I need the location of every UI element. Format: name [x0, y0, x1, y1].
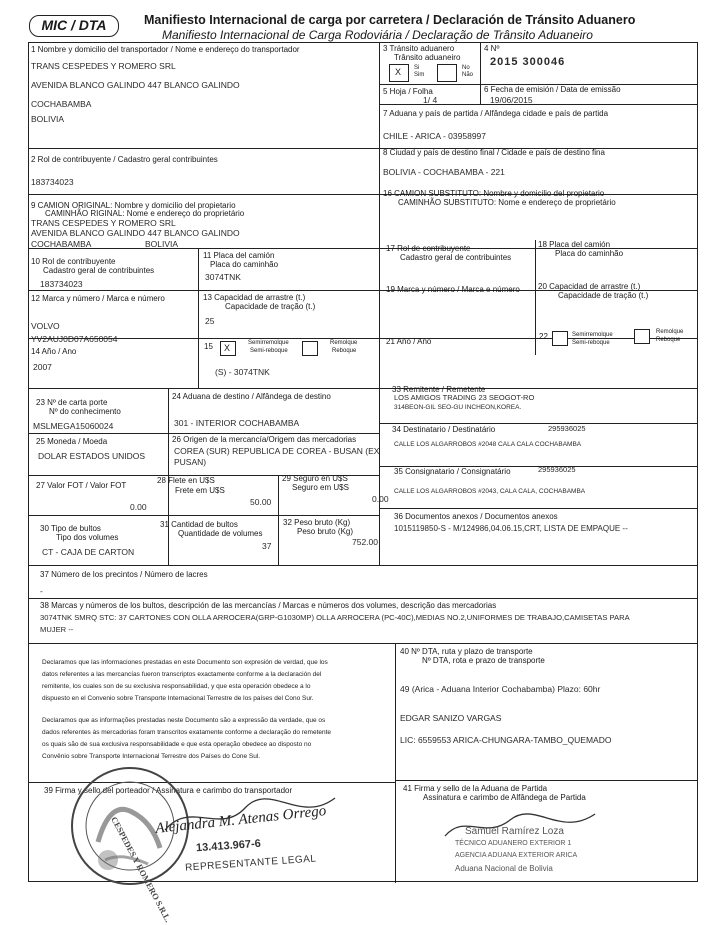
declaration-es-2: datos referentes a las mercancías fueron transcriptos exactamente conforme a la declaración del	[42, 671, 322, 678]
field-9-label: 9 CAMION ORIGINAL: Nombre y domicilio del propietario	[31, 201, 236, 210]
carrier-signature-id: 13.413.967-6	[195, 837, 262, 855]
field-13-label-pt: Capacidade de tração (t.)	[225, 302, 316, 311]
customs-stamp-title: TÉCNICO ADUANERO EXTERIOR 1	[455, 840, 572, 847]
field-15-rem-label: Remolque	[330, 340, 358, 346]
field-32-label-pt: Peso bruto (Kg)	[297, 527, 354, 536]
field-26-label: 26 Origen de la mercancía/Origem das mercadorias	[172, 435, 357, 444]
field-13-value: 25	[205, 316, 215, 326]
customs-stamp-office: Aduana Nacional de Bolivia	[455, 864, 553, 873]
field-38-label: 38 Marcas y números de los bultos, descripción de las mercancías / Marcas e números dos volumes, descrição das mercadorias	[40, 601, 497, 610]
field-4-label: 4 Nº	[484, 44, 500, 53]
field-28-label-pt: Frete em U$S	[175, 486, 225, 495]
field-3-label-pt: Trânsito aduaneiro	[394, 53, 461, 62]
field-35-label: 35 Consignatario / Consignatário	[394, 467, 511, 476]
field-39-label: 39 Firma y sello del porteador / Assinatura e carimbo do transportador	[44, 786, 293, 795]
field-12-label: 12 Marca y número / Marca e número	[31, 294, 165, 303]
declaration-pt-2: dados referentes às mercadorias foram transcritos exatamente conforme a declaração do remetente	[42, 729, 332, 736]
field-11-label-pt: Placa do caminhão	[210, 260, 279, 269]
field-33-line-1: LOS AMIGOS TRADING 23 SEOGOT-RO	[394, 393, 535, 402]
field-28-label: 28 Flete en U$S	[157, 476, 215, 485]
declaration-pt-1: Declaramos que as informações prestadas neste Documento são a expressão da verdade, que os	[42, 717, 326, 724]
field-40-label: 40 Nº DTA, ruta y plazo de transporte	[400, 647, 533, 656]
field-23-label-pt: Nº do conhecimento	[49, 407, 121, 416]
field-32-label: 32 Peso bruto (Kg)	[283, 518, 351, 527]
field-9-city: COCHABAMBA	[31, 239, 92, 249]
field-27-label: 27 Valor FOT / Valor FOT	[36, 481, 127, 490]
field-9-label-pt: CAMINHÃO RIGINAL: Nome e endereço do proprietário	[45, 209, 245, 218]
field-3-si-label: Si	[414, 65, 420, 71]
customs-stamp-agency: AGENCIA ADUANA EXTERIOR ARICA	[455, 852, 578, 859]
field-8-label: 8 Ciudad y país de destino final / Cidade e país de destino fina	[383, 148, 605, 157]
field-1-line-4: BOLIVIA	[31, 114, 65, 124]
mic-dta-badge-text: MIC / DTA	[41, 17, 107, 33]
field-41-label: 41 Firma y sello de la Aduana de Partida	[403, 784, 548, 793]
declaration-es-3: remitente, los cuales son de su exclusiva responsabilidad, y que esta operación obedece a lo	[42, 683, 311, 690]
field-15-semi-label: Semirremolque	[248, 340, 289, 346]
field-23-label: 23 Nº de carta porte	[36, 398, 108, 407]
title-es: Manifiesto Internacional de carga por carretera / Declaración de Tránsito Aduanero	[144, 13, 636, 27]
field-34-value: CALLE LOS ALGARROBOS #2048 CALA CALA COCHABAMBA	[394, 441, 582, 448]
field-12-brand: VOLVO	[31, 321, 60, 331]
field-3-nao-label: Não	[462, 72, 474, 78]
field-29-label: 29 Seguro en U$S	[282, 474, 348, 483]
field-19-label: 19 Marca y número / Marca e número	[386, 285, 520, 294]
field-6-label: 6 Fecha de emisión / Data de emissão	[484, 85, 621, 94]
field-3-label: 3 Tránsito aduanero	[383, 44, 455, 53]
field-37-label: 37 Número de los precintos / Número de lacres	[40, 570, 208, 579]
field-22-rem-label-pt: Reboque	[656, 337, 681, 343]
field-26-value-1: COREA (SUR) REPUBLICA DE COREA - BUSAN (EX	[174, 446, 380, 456]
field-15-semi-label-pt: Semi-reboque	[250, 348, 288, 354]
field-2-label: 2 Rol de contribuyente / Cadastro geral contribuintes	[31, 155, 218, 164]
field-30-label: 30 Tipo de bultos	[40, 524, 101, 533]
field-31-label: 31 Cantidad de bultos	[160, 520, 238, 529]
field-3-si-mark: X	[394, 67, 401, 77]
customs-stamp-name: Samuel Ramírez Loza	[465, 826, 564, 837]
field-3-no-label: No	[462, 65, 470, 71]
field-33-line-2: 314BEON-GIL SEO-GU INCHEON,KOREA.	[394, 404, 522, 411]
field-31-label-pt: Quantidade de volumes	[178, 529, 263, 538]
field-1-label: 1 Nombre y domicilio del transportador / Nome e endereço do transportador	[31, 45, 300, 54]
field-35-value: CALLE LOS ALGARROBOS #2043, CALA CALA, COCHABAMBA	[394, 488, 586, 495]
field-18-label: 18 Placa del camión	[538, 240, 611, 249]
field-22-semi-label: Semirremolque	[572, 332, 613, 338]
field-6-value: 19/06/2015	[490, 95, 533, 105]
field-29-label-pt: Seguro em U$S	[292, 483, 349, 492]
field-23-value: MSLMEGA15060024	[33, 421, 114, 431]
field-1-line-3: COCHABAMBA	[31, 99, 92, 109]
field-1-line-1: TRANS CESPEDES Y ROMERO SRL	[31, 61, 176, 71]
field-15-rem-label-pt: Reboque	[332, 348, 357, 354]
field-16-label: 16 CAMION SUBSTITUTO: Nombre y domicilio del propietario	[383, 189, 605, 198]
field-40-line-3: LIC: 6559553 ARICA-CHUNGARA-TAMBO_QUEMADO	[400, 735, 612, 745]
field-22-label: 22	[539, 332, 548, 341]
field-14-value: 2007	[33, 362, 52, 372]
field-30-label-pt: Tipo dos volumes	[56, 533, 119, 542]
field-22-rem-checkbox[interactable]	[634, 329, 650, 344]
carrier-signature-name: Alejandra M. Atenas Orrego	[154, 803, 327, 837]
field-20-label-pt: Capacidade de tração (t.)	[558, 291, 649, 300]
field-36-value: 1015119850-S - M/124986,04.06.15,CRT, LISTA DE EMPAQUE --	[394, 524, 628, 533]
field-16-label-pt: CAMINHÃO SUBSTITUTO: Nome e endereço de proprietário	[398, 198, 616, 207]
field-29-value: 0.00	[372, 494, 389, 504]
field-41-label-pt: Assinatura e carimbo de Alfândega de Partida	[423, 793, 586, 802]
field-32-value: 752.00	[352, 537, 378, 547]
field-22-semi-checkbox[interactable]	[552, 331, 568, 346]
field-14-label: 14 Año / Ano	[31, 347, 77, 356]
field-7-label: 7 Aduana y país de partida / Alfândega cidade e país de partida	[383, 109, 609, 118]
field-17-label-pt: Cadastro geral de contribuintes	[400, 253, 512, 262]
field-3-no-checkbox[interactable]	[437, 64, 457, 82]
field-9-line-1: TRANS CESPEDES Y ROMERO SRL	[31, 218, 176, 228]
field-34-label: 34 Destinatario / Destinatário	[392, 425, 496, 434]
field-5-value: 1/ 4	[423, 95, 438, 105]
field-30-value: CT - CAJA DE CARTON	[42, 547, 135, 557]
field-40-line-2: EDGAR SANIZO VARGAS	[400, 713, 502, 723]
field-38-line-1: 3074TNK SMRQ STC: 37 CARTONES CON OLLA ARROCERA(GRP-G1030MP) OLLA ARROCERA (PC-40C),MEDIAS NO.2,UNIFORMES DE TRABAJO,CAMISETAS PARA	[40, 613, 630, 622]
field-20-label: 20 Capacidad de arrastre (t.)	[538, 282, 641, 291]
field-10-label: 10 Rol de contribuyente	[31, 257, 116, 266]
field-13-label: 13 Capacidad de arrastre (t.)	[203, 293, 306, 302]
field-15-label: 15	[204, 342, 213, 351]
field-27-value: 0.00	[130, 502, 147, 512]
field-24-label: 24 Aduana de destino / Alfândega de destino	[172, 392, 331, 401]
field-15-semi-mark: X	[223, 343, 230, 353]
field-33-label: 33 Remitente / Remetente	[392, 385, 486, 394]
field-11-value: 3074TNK	[205, 272, 241, 282]
field-4-value: 2015 300046	[490, 56, 566, 68]
carrier-signature-role: REPRESENTANTE LEGAL	[184, 853, 317, 874]
carrier-stamp-text: CESPEDES Y ROMERO S.R.L.	[109, 815, 174, 924]
field-18-label-pt: Placa do caminhão	[555, 249, 624, 258]
field-40-label-pt: Nº DTA, rota e prazo de transporte	[422, 656, 545, 665]
field-17-label: 17 Rol de contribuyente	[386, 244, 471, 253]
field-2-value: 183734023	[31, 177, 74, 187]
field-25-value: DOLAR ESTADOS UNIDOS	[38, 451, 146, 461]
field-1-line-2: AVENIDA BLANCO GALINDO 447 BLANCO GALINDO	[31, 80, 240, 90]
title-pt: Manifiesto Internacional de Carga Rodoviária / Declaração de Trânsito Aduaneiro	[162, 28, 593, 42]
field-31-value: 37	[262, 541, 272, 551]
field-36-label: 36 Documentos anexos / Documentos anexos	[394, 512, 558, 521]
field-24-value: 301 - INTERIOR COCHABAMBA	[174, 418, 300, 428]
field-34-id: 295936025	[548, 424, 586, 433]
field-26-value-2: PUSAN)	[174, 457, 207, 467]
field-10-value: 183734023	[40, 279, 83, 289]
declaration-pt-4: Convênio sobre Transporte Internacional Terrestre dos Países do Cone Sul.	[42, 753, 261, 760]
field-3-sim-label: Sim	[414, 72, 425, 78]
declaration-es-1: Declaramos que las informaciones prestadas en este Documento son expresión de verdad, que los	[42, 659, 328, 666]
field-11-label: 11 Placa del camión	[203, 251, 275, 260]
field-9-country: BOLIVIA	[145, 239, 179, 249]
declaration-pt-3: os quais são de sua exclusiva responsabilidade e que esta operação obedece ao disposto no	[42, 741, 312, 748]
field-15-value: (S) - 3074TNK	[215, 367, 270, 377]
field-5-label: 5 Hoja / Folha	[383, 87, 433, 96]
field-10-label-pt: Cadastro geral de contribuintes	[43, 266, 155, 275]
field-40-line-1: 49 (Arica - Aduana Interior Cochabamba) Plazo: 60hr	[400, 684, 601, 694]
field-22-semi-label-pt: Semi-reboque	[572, 340, 610, 346]
field-37-value: -	[40, 586, 43, 596]
carrier-signature-scribble	[160, 790, 340, 840]
field-15-rem-checkbox[interactable]	[302, 341, 318, 356]
field-12-number: YV2AUJ0D07A650054	[31, 334, 118, 344]
declaration-es-4: dispuesto en el Convenio sobre Transporte Internacional Terrestre de los países del Cono Sur.	[42, 695, 314, 702]
field-8-value: BOLIVIA - COCHABAMBA - 221	[383, 167, 505, 177]
field-7-value: CHILE - ARICA - 03958997	[383, 131, 487, 141]
field-21-label: 21 Año / Ano	[386, 337, 432, 346]
field-28-value: 50.00	[250, 497, 272, 507]
field-38-line-2: MUJER --	[40, 625, 74, 634]
field-22-rem-label: Remolque	[656, 329, 684, 335]
field-25-label: 25 Moneda / Moeda	[36, 437, 108, 446]
field-35-id: 295936025	[538, 465, 576, 474]
field-9-line-2: AVENIDA BLANCO GALINDO 447 BLANCO GALINDO	[31, 228, 240, 238]
